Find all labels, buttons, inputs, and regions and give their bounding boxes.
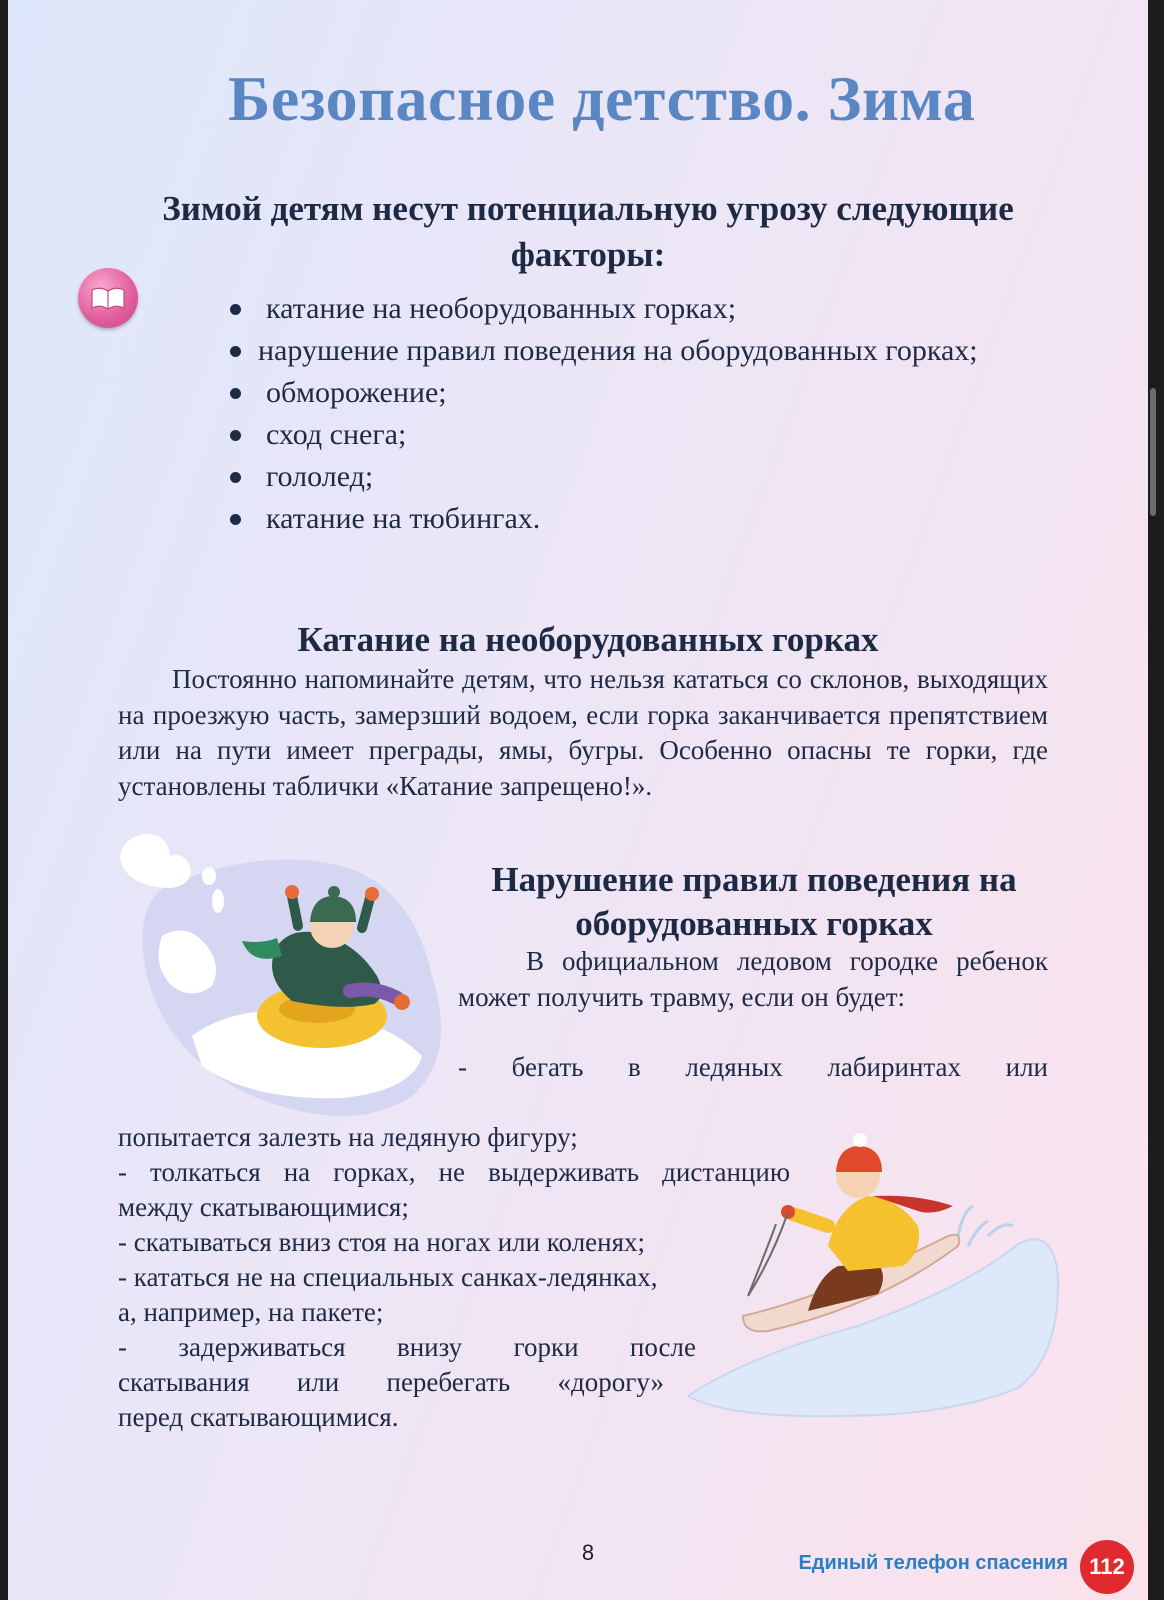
section2-line: перед скатывающимися. (118, 1402, 399, 1432)
section2-line: а, например, на пакете; (118, 1297, 384, 1327)
list-item: обморожение; (216, 372, 1016, 414)
book-icon (78, 268, 138, 328)
scrollbar[interactable] (1150, 388, 1156, 516)
section2-line: попытается залезть на ледяную фигуру; (118, 1122, 578, 1152)
section2-heading: Нарушение правил поведения на оборудованных горках (491, 860, 1017, 943)
list-item: нарушение правил поведения на оборудованных горках; (216, 330, 1016, 372)
section1-text: Постоянно напоминайте детям, что нельзя кататься со склонов, выходящих на проезжую часть, замерзший водоем, если горка заканчивается препятствием или на пути имеет преграды, ямы, бугры. Особенно опасны те горки, где установлены таблички «Катание запрещено!». (118, 664, 1048, 801)
hotline-number: 112 (1089, 1554, 1125, 1579)
section1-heading: Катание на необорудованных горках (297, 620, 879, 659)
bullet-icon (230, 430, 241, 441)
section2-line: - скатываться вниз стоя на ногах или коленях; (118, 1227, 646, 1257)
section2-line: скатывания или перебегать «дорогу» (118, 1367, 664, 1397)
document-page (8, 0, 1148, 1600)
bullet-icon (230, 388, 241, 399)
bullet-icon (230, 304, 241, 315)
list-item: катание на необорудованных горках; (216, 288, 1016, 330)
section2-intro: В официальном ледовом городке ребенок может получить травму, если он будет: (458, 946, 1048, 1012)
child-on-tube-illustration (112, 826, 452, 1126)
emergency-112-badge (1080, 1540, 1134, 1594)
hotline-text: Единый телефон спасения (798, 1552, 1068, 1574)
list-item: сход снега; (216, 414, 1016, 456)
page-title: Безопасное детство. Зима (228, 63, 976, 134)
section2-line: - толкаться на горках, не выдерживать дистанцию (118, 1157, 790, 1187)
intro-heading: Зимой детям несут потенциальную угрозу следующие факторы: (162, 189, 1014, 274)
boy-on-sled-illustration (688, 1126, 1068, 1426)
list-item: гололед; (216, 456, 1016, 498)
bullet-icon (230, 514, 241, 525)
section2-line: - бегать в ледяных лабиринтах или (458, 1052, 1048, 1082)
bullet-icon (230, 472, 241, 483)
risk-list (216, 288, 1016, 540)
list-item: катание на тюбингах. (216, 498, 1016, 540)
section2-line: между скатывающимися; (118, 1192, 409, 1222)
section2-line: - кататься не на специальных санках-ледянках, (118, 1262, 658, 1292)
page-number: 8 (581, 1540, 595, 1565)
bullet-icon (230, 346, 241, 357)
section2-line: - задерживаться внизу горки после (118, 1332, 696, 1362)
